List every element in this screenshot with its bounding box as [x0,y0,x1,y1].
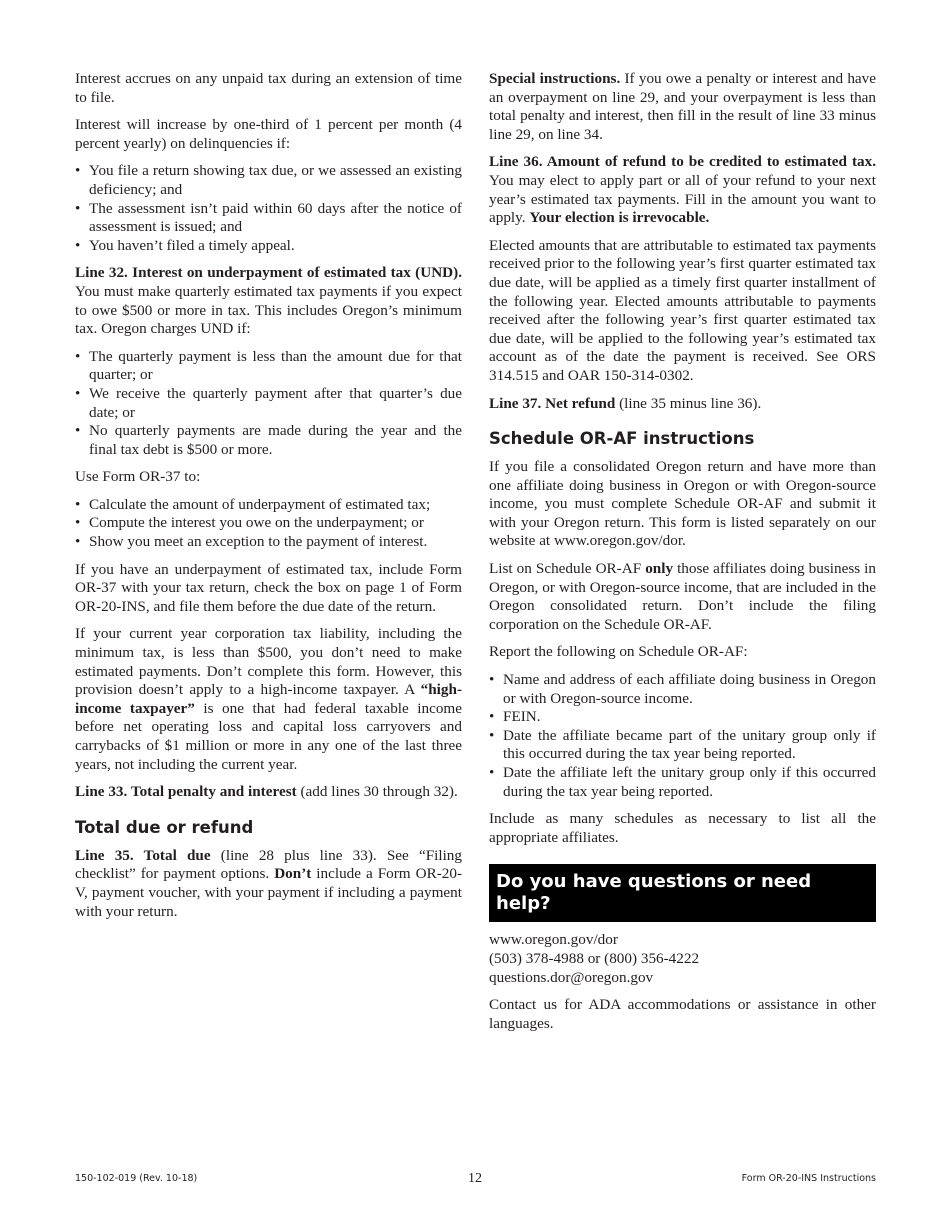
email-link[interactable]: questions.dor@oregon.gov [489,968,654,986]
list-item: • FEIN. [489,708,876,727]
line35-text: (line 28 plus line 33). See “Filing checklist” for payment options. [75,846,462,883]
line37-paragraph [489,395,876,414]
list-affiliates-text: List on Schedule OR-AF [489,560,646,578]
include-schedules-paragraph: Include as many schedules as necessary to list all the appropriate affiliates. [489,810,876,846]
right-column [489,70,876,1042]
line33-heading: Line 33. Total penalty and interest [75,783,297,801]
or37-uses-list [75,496,462,552]
report-items-list [489,671,876,801]
ada-paragraph: Contact us for ADA accommodations or assistance in other languages. [489,996,876,1032]
und-conditions-list [75,348,462,460]
line35-dont: Don’t [274,865,312,883]
list-item: • The assessment isn’t paid within 60 days after the notice of assessment is issued; and [75,200,462,237]
contact-info [489,931,876,987]
line32-text: You must make quarterly estimated tax payments if you expect to owe $500 or more in tax. This includes Oregon’s minimum tax. Oregon charges UND if: [75,282,462,338]
special-instructions-text: If you owe a penalty or interest and have an overpayment on line 29, and your overpayment is less than total penalty and interest, then fill in the result of line 33 minus line 29, on line 34. [489,70,877,143]
line33-paragraph [75,783,462,802]
irrevocable-note: Your election is irrevocable. [529,209,710,227]
list-item: • Date the affiliate left the unitary group only if this occurred during the tax year being reported. [489,764,876,801]
high-income-paragraph [75,625,462,774]
footer-form-title: Form OR-20-INS Instructions [741,1173,876,1184]
line32-paragraph [75,264,462,338]
line33-text: (add lines 30 through 32). [296,783,458,801]
list-item: • Compute the interest you owe on the underpayment; or [75,514,462,533]
elected-amounts-paragraph: Elected amounts that are attributable to estimated tax payments received prior to the following year’s first quarter estimated tax due date, will be applied as a timely first quarter installment of the following year. Elected amounts attributable to payments received after the following year’s first quarter estimated tax due date, will be applied to the following year’s estimated tax account as of the date the payment is received. See ORS 314.515 and OAR 150-314-0302. [489,236,876,384]
total-due-heading: Total due or refund [75,817,254,837]
list-affiliates-paragraph [489,560,876,634]
line37-heading: Line 37. Net refund [489,394,616,412]
special-instructions-paragraph [489,70,876,144]
list-item: • You file a return showing tax due, or we assessed an existing deficiency; and [75,162,462,199]
delinquency-conditions-list [75,162,462,255]
list-item: • We receive the quarterly payment after that quarter’s due date; or [75,385,462,422]
list-item: • Show you meet an exception to the payment of interest. [75,533,462,552]
report-following-paragraph: Report the following on Schedule OR-AF: [489,643,748,661]
line35-heading: Line 35. Total due [75,846,211,864]
website-link[interactable]: www.oregon.gov/dor [489,931,618,949]
list-affiliates-text-end: those affiliates doing business in Oregon, or with Oregon-source income, that are included in the Oregon consolidated return. Don’t include the filing corporation on the Schedule OR-AF. [489,560,876,633]
list-item: • The quarterly payment is less than the amount due for that quarter; or [75,348,462,385]
footer-form-code: 150-102-019 (Rev. 10-18) [75,1173,198,1184]
underpayment-paragraph: If you have an underpayment of estimated tax, include Form OR-37 with your tax return, check the box on page 1 of Form OR-20-INS, and file them before the due date of the return. [75,560,462,615]
list-item: • Name and address of each affiliate doing business in Oregon or with Oregon-source income. [489,671,876,708]
line37-text: (line 35 minus line 36). [615,394,762,412]
high-income-text: If your current year corporation tax liability, including the minimum tax, is less than $500, you don’t need to make estimated payments. Don’t complete this form. However, this provision doesn’t apply to a high-income taxpayer. A [75,625,462,699]
special-instructions-heading: Special instructions. [489,70,621,87]
list-item: • You haven’t filed a timely appeal. [75,237,462,256]
list-item: • Date the affiliate became part of the unitary group only if this occurred during the tax year being reported. [489,727,876,764]
high-income-text-end: is one that had federal taxable income before net operating loss and capital loss carryovers and carrybacks of $1 million or more in any one of the last three years, not including the current year. [75,699,462,773]
line36-paragraph [489,153,876,227]
consolidated-return-paragraph: If you file a consolidated Oregon return and have more than one affiliate doing business in Oregon or with Oregon-source income, you must complete Schedule OR-AF and submit it with your Oregon return. This form is listed separately on our website at www.oregon.gov/dor. [489,458,876,550]
line35-paragraph [75,847,462,921]
line36-heading: Line 36. Amount of refund to be credited to estimated tax. [489,153,876,171]
interest-extension-paragraph: Interest accrues on any unpaid tax during an extension of time to file. [75,70,462,106]
interest-increase-paragraph: Interest will increase by one-third of 1 percent per month (4 percent yearly) on delinquencies if: [75,116,462,152]
page-number: 12 [468,1171,482,1186]
schedule-or-af-heading: Schedule OR-AF instructions [489,429,755,449]
list-item: • Calculate the amount of underpayment of estimated tax; [75,496,462,515]
list-item: • No quarterly payments are made during the year and the final tax debt is $500 or more. [75,422,462,459]
line35-text-end: include a Form OR-20-V, payment voucher, with your payment if including a payment with your return. [75,865,462,920]
only-emphasis: only [645,560,674,578]
line32-heading: Line 32. Interest on underpayment of estimated tax (UND). [75,264,462,282]
line36-text: You may elect to apply part or all of your refund to your next year’s estimated tax payments. Fill in the amount you want to apply. [489,171,876,227]
high-income-term: “high-income taxpayer” [75,681,462,717]
left-column [75,70,462,930]
phone-numbers: (503) 378-4988 or (800) 356-4222 [489,949,700,967]
use-form-or37-paragraph: Use Form OR-37 to: [75,468,201,486]
help-banner: Do you have questions or need help? [489,864,876,922]
